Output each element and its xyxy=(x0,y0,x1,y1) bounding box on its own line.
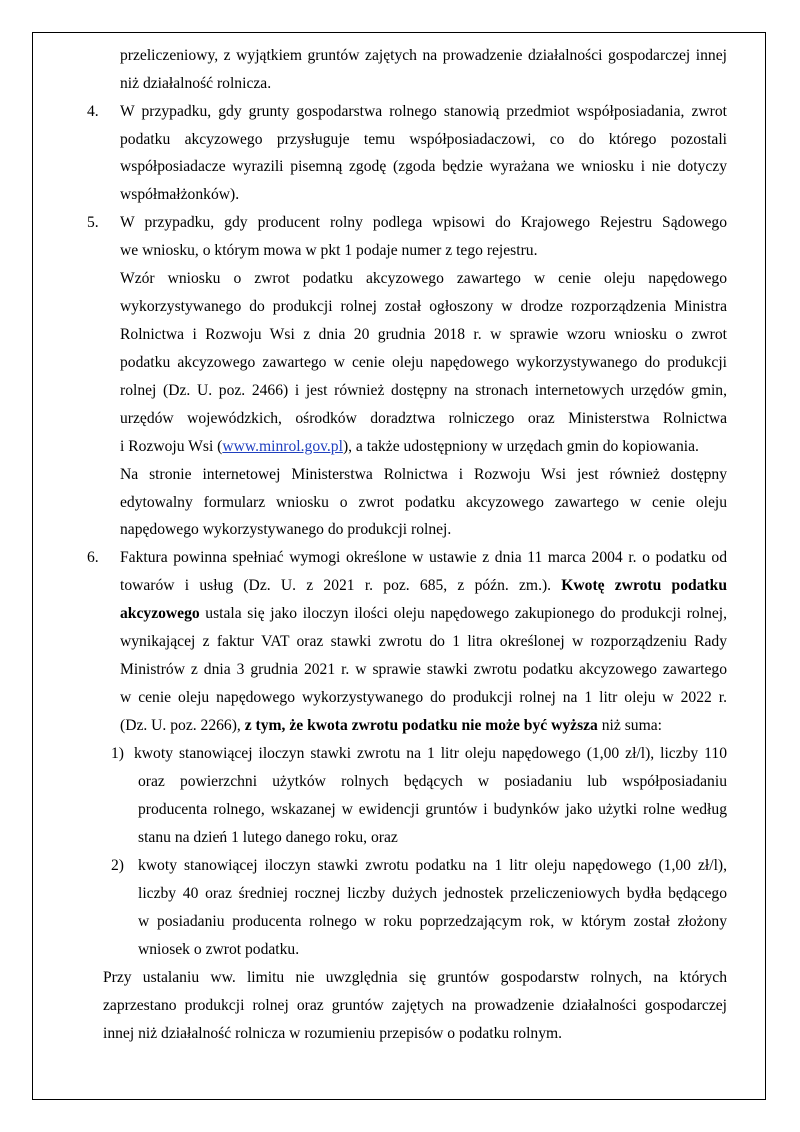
text-line: liczby 40 oraz średniej rocznej liczby dużych jednostek przeliczeniowych bydła będącego xyxy=(138,885,727,902)
list-number: 6. xyxy=(87,549,99,566)
text-line: Wzór wniosku o zwrot podatku akcyzowego zawartego w cenie oleju napędowego xyxy=(120,270,727,287)
text-segment: (Dz. U. poz. 2266), xyxy=(120,717,245,734)
text-line: edytowalny formularz wniosku o zwrot podatku akcyzowego zawartego w cenie oleju xyxy=(120,494,727,511)
text-segment: ustala się jako iloczyn ilości oleju napędowego zakupionego do produkcji rolnej, xyxy=(199,605,727,622)
website-link[interactable]: www.minrol.gov.pl xyxy=(222,438,343,455)
text-segment: niż suma: xyxy=(597,717,662,734)
text-line: stanu na dzień 1 lutego danego roku, oraz xyxy=(138,829,398,846)
text-line: Przy ustalaniu ww. limitu nie uwzględnia się gruntów gospodarstw rolnych, na których xyxy=(103,969,727,986)
text-line: Ministrów z dnia 3 grudnia 2021 r. w sprawie stawki zwrotu podatku akcyzowego zawartego xyxy=(120,661,727,678)
text-line: Na stronie internetowej Ministerstwa Rolnictwa i Rozwoju Wsi jest również dostępny xyxy=(120,466,727,483)
text-line: zaprzestano produkcji rolnej oraz gruntów zajętych na prowadzenie działalności gospodarczej xyxy=(103,997,727,1014)
text-segment: i Rozwoju Wsi ( xyxy=(120,438,223,455)
text-line: współposiadacze wyrazili pisemną zgodę (zgoda będzie wyrażana we wniosku i nie dotyczy xyxy=(120,158,727,175)
bold-text: Kwotę zwrotu podatku xyxy=(561,577,727,594)
text-line: w cenie oleju napędowego wykorzystywanego do produkcji rolnej na 1 litr oleju w 2022 r. xyxy=(120,689,727,706)
list-number: 4. xyxy=(87,103,99,120)
text-line: wynikającej z faktur VAT oraz stawki zwrotu do 1 litra określonej w rozporządzeniu Rady xyxy=(120,633,727,650)
text-line: urzędów wojewódzkich, ośrodków doradztwa rolniczego oraz Ministerstwa Rolnictwa xyxy=(120,410,727,427)
bold-text: z tym, że kwota zwrotu podatku nie może być wyższa xyxy=(244,717,598,734)
sublist-number: 1) xyxy=(111,745,124,762)
text-line: w posiadaniu producenta rolnego w roku poprzedzającym rok, w którym został złożony xyxy=(138,913,727,930)
text-line xyxy=(120,438,699,456)
text-line: Faktura powinna spełniać wymogi określone w ustawie z dnia 11 marca 2004 r. o podatku od xyxy=(120,549,727,566)
text-line: Rolnictwa i Rozwoju Wsi z dnia 20 grudnia 2018 r. w sprawie wzoru wniosku o zwrot xyxy=(120,326,727,343)
text-line xyxy=(120,717,662,735)
text-line: napędowego wykorzystywanego do produkcji rolnej. xyxy=(120,521,452,538)
text-line: producenta rolnego, wskazanej w ewidencji gruntów i budynków jako użytki rolne według xyxy=(138,801,727,818)
text-line: innej niż działalność rolnicza w rozumieniu przepisów o podatku rolnym. xyxy=(103,1025,563,1042)
text-line: wniosek o zwrot podatku. xyxy=(138,941,300,958)
text-segment: towarów i usług (Dz. U. z 2021 r. poz. 685, z późn. zm.). xyxy=(120,577,562,594)
text-line: W przypadku, gdy grunty gospodarstwa rolnego stanowią przedmiot współposiadania, zwrot xyxy=(120,103,727,120)
text-line xyxy=(120,605,727,623)
text-line: niż działalność rolnicza. xyxy=(120,75,272,92)
text-line: podatku akcyzowego zawartego w cenie oleju napędowego wykorzystywanego do produkcji xyxy=(120,354,727,371)
text-line: kwoty stanowiącej iloczyn stawki zwrotu na 1 litr oleju napędowego (1,00 zł/l), liczby 110 xyxy=(134,745,727,762)
text-line: kwoty stanowiącej iloczyn stawki zwrotu podatku na 1 litr oleju napędowego (1,00 zł/l), xyxy=(138,857,727,874)
text-line: we wniosku, o którym mowa w pkt 1 podaje numer z tego rejestru. xyxy=(120,242,538,259)
list-number: 5. xyxy=(87,214,99,231)
bold-text: akcyzowego xyxy=(120,605,200,622)
text-line: oraz powierzchni użytków rolnych będących w posiadaniu lub współposiadaniu xyxy=(138,773,727,790)
text-line: rolnej (Dz. U. poz. 2466) i jest również dostępny na stronach internetowych urzędów gmin, xyxy=(120,382,727,399)
text-line: podatku akcyzowego przysługuje temu współposiadaczowi, co do którego pozostali xyxy=(120,131,727,148)
text-line: przeliczeniowy, z wyjątkiem gruntów zajętych na prowadzenie działalności gospodarczej innej xyxy=(120,47,727,64)
text-line: wykorzystywanego do produkcji rolnej został ogłoszony w drodze rozporządzenia Ministra xyxy=(120,298,727,315)
text-line: W przypadku, gdy producent rolny podlega wpisowi do Krajowego Rejestru Sądowego xyxy=(120,214,727,231)
text-line xyxy=(120,577,727,595)
text-line: współmałżonków). xyxy=(120,186,240,203)
sublist-number: 2) xyxy=(111,857,124,874)
text-segment: ), a także udostępniony w urzędach gmin do kopiowania. xyxy=(342,438,699,455)
